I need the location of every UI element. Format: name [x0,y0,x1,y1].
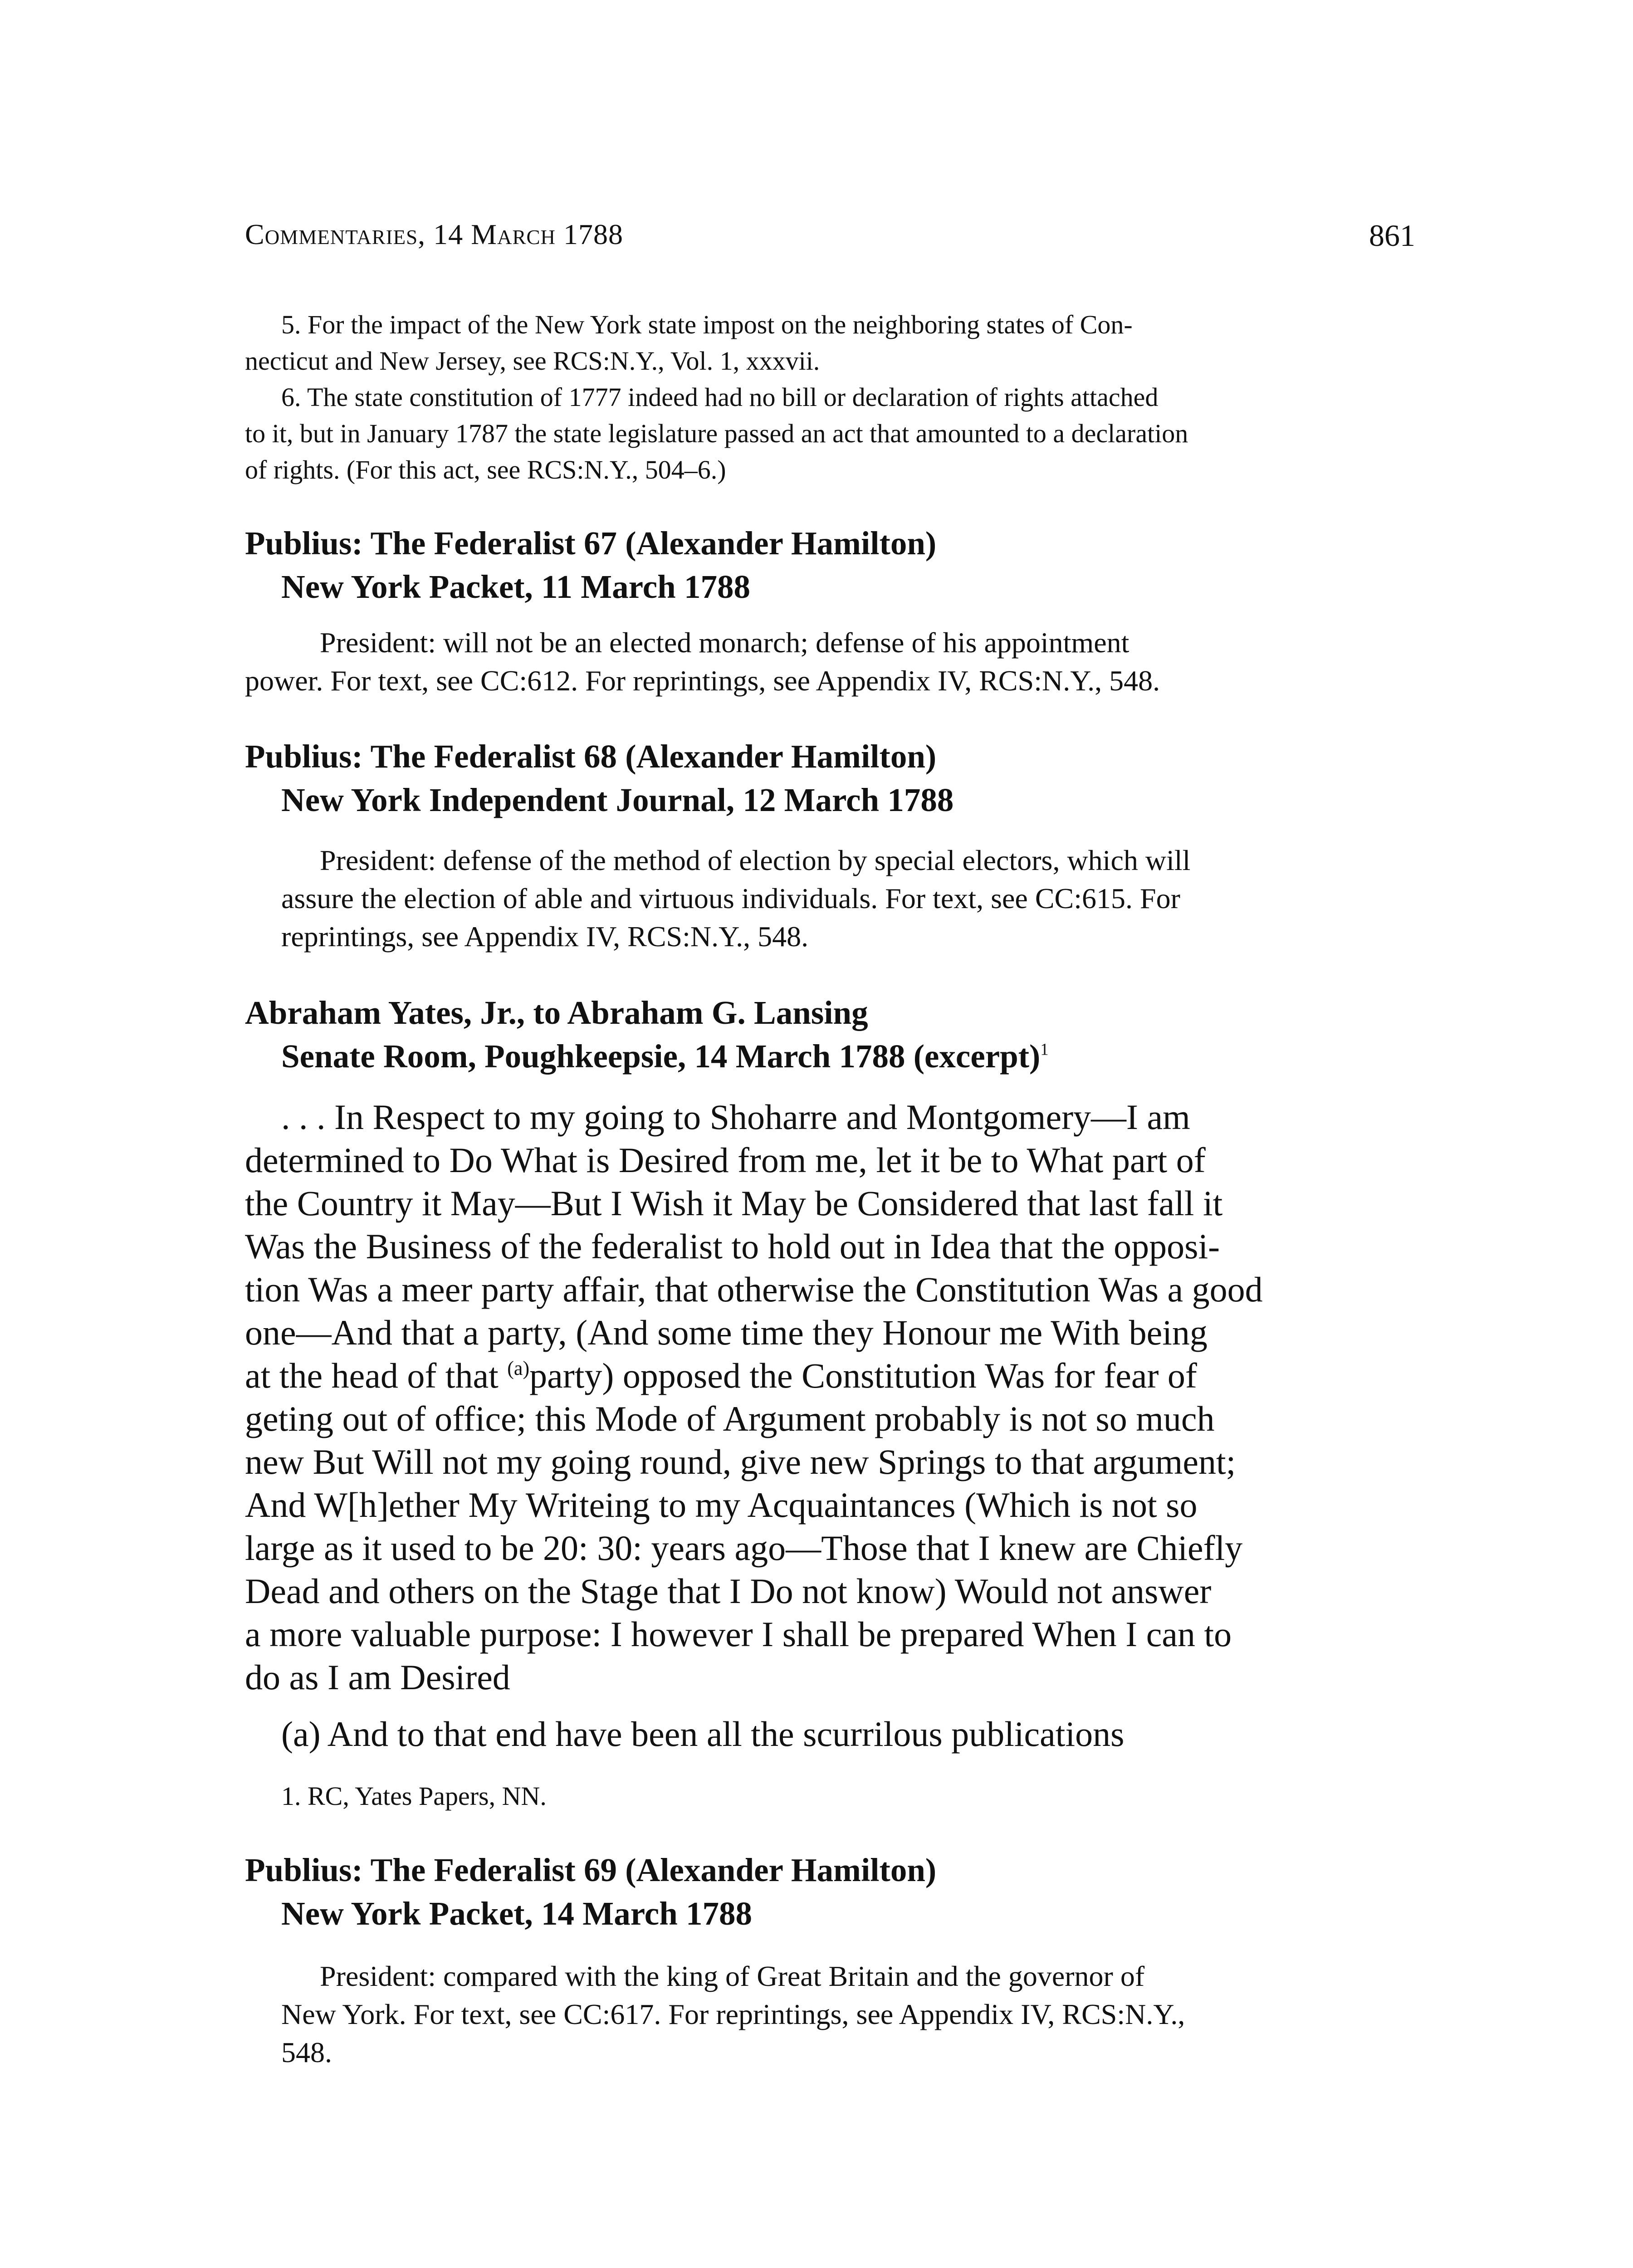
footnote-1: 1. RC, Yates Papers, NN. [281,1781,547,1811]
page-number: 861 [1369,218,1415,253]
entry-heading-federalist-69 [245,1848,1424,1936]
footnote-6 [245,379,1415,488]
footnote-line: of rights. (For this act, see RCS:N.Y., 504–6.) [245,455,726,484]
letter-excerpt [245,1095,1406,1699]
letter-line: one—And that a party, (And some time they Honour me With being [245,1313,1208,1352]
summary-line: power. For text, see CC:612. For reprintings, see Appendix IV, RCS:N.Y., 548. [245,665,1160,697]
entry-summary-federalist-69 [245,1957,1415,2072]
entry-source: New York Packet, 14 March 1788 [281,1895,753,1932]
summary-line: President: compared with the king of Great Britain and the governor of [320,1960,1145,1992]
entry-title: Publius: The Federalist 67 (Alexander Hamilton) [245,525,937,562]
letter-line: Was the Business of the federalist to hold out in Idea that the opposi- [245,1227,1220,1266]
letter-line: do as I am Desired [245,1657,510,1697]
footnote-5 [245,307,1415,379]
letter-line: the Country it May—But I Wish it May be Considered that last fall it [245,1183,1223,1223]
letter-text: party) opposed the Constitution Was for fear of [529,1356,1197,1395]
entry-title: Abraham Yates, Jr., to Abraham G. Lansing [245,994,868,1031]
entry-heading-federalist-68 [245,735,1424,822]
entry-source: New York Packet, 11 March 1788 [281,568,751,605]
footnote-line: to it, but in January 1787 the state legislature passed an act that amounted to a declaration [245,419,1188,448]
footnote-marker: 1 [1040,1040,1049,1059]
letter-note-a: (a) And to that end have been all the scurrilous publications [281,1714,1125,1754]
running-head [245,218,1415,263]
summary-line: New York. For text, see CC:617. For reprintings, see Appendix IV, RCS:N.Y., [281,1998,1185,2030]
summary-line: reprintings, see Appendix IV, RCS:N.Y., 548. [281,920,809,953]
entry-title: Publius: The Federalist 68 (Alexander Hamilton) [245,738,937,775]
letter-line [245,1354,1406,1397]
entry-title: Publius: The Federalist 69 (Alexander Hamilton) [245,1852,937,1888]
entry-heading-federalist-67 [245,522,1424,609]
letter-line: a more valuable purpose: I however I shall be prepared When I can to [245,1614,1232,1654]
letter-text: at the head of that [245,1356,508,1395]
note-marker-a: (a) [507,1357,530,1379]
summary-line: assure the election of able and virtuous individuals. For text, see CC:615. For [281,882,1180,914]
footnote-line: 5. For the impact of the New York state impost on the neighboring states of Con- [281,310,1133,339]
entry-summary-federalist-68 [245,841,1415,956]
letter-line: determined to Do What is Desired from me, let it be to What part of [245,1140,1206,1180]
letter-line: . . . In Respect to my going to Shoharre and Montgomery—I am [281,1097,1190,1137]
entry-heading-yates-letter [245,991,1424,1078]
letter-line: large as it used to be 20: 30: years ago—Those that I knew are Chiefly [245,1528,1243,1568]
entry-source-text: Senate Room, Poughkeepsie, 14 March 1788 (excerpt) [281,1038,1041,1075]
letter-line: And W[h]ether My Writeing to my Acquaintances (Which is not so [245,1485,1198,1525]
summary-line: President: will not be an elected monarch; defense of his appointment [320,626,1129,659]
letter-line: new But Will not my going round, give new Springs to that argument; [245,1442,1236,1481]
entry-source: New York Independent Journal, 12 March 1788 [281,782,954,818]
running-head-title: Commentaries, 14 March 1788 [245,218,624,250]
summary-line: President: defense of the method of election by special electors, which will [320,844,1191,876]
letter-line: Dead and others on the Stage that I Do not know) Would not answer [245,1571,1212,1611]
letter-line: geting out of office; this Mode of Argument probably is not so much [245,1399,1215,1438]
letter-line: tion Was a meer party affair, that otherwise the Constitution Was a good [245,1270,1263,1309]
footnote-line: necticut and New Jersey, see RCS:N.Y., Vol. 1, xxxvii. [245,346,820,376]
entry-summary-federalist-67 [245,624,1415,700]
summary-line: 548. [281,2036,332,2068]
footnote-line: 6. The state constitution of 1777 indeed had no bill or declaration of rights attached [281,382,1159,412]
entry-source [245,1035,1424,1078]
